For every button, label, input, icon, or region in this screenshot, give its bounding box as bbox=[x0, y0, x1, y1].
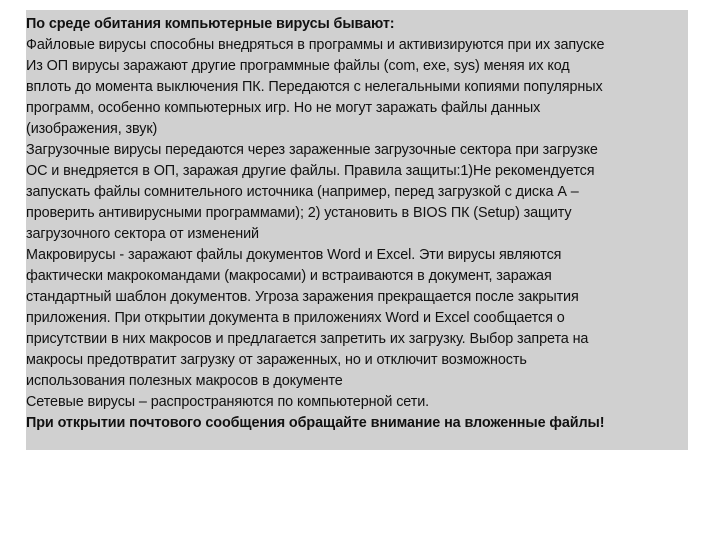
text-line: использования полезных макросов в документе bbox=[26, 373, 343, 389]
text-line: Из ОП вирусы заражают другие программные файлы (com, exe, sys) меняя их код bbox=[26, 58, 570, 74]
text-line: Макровирусы - заражают файлы документов Word и Excel. Эти вирусы являются bbox=[26, 247, 562, 263]
text-line: (изображения, звук) bbox=[26, 121, 158, 137]
text-line: присутствии в них макросов и предлагается запретить их загрузку. Выбор запрета на bbox=[26, 331, 589, 347]
text-line: вплоть до момента выключения ПК. Передаются с нелегальными копиями популярных bbox=[26, 79, 603, 95]
text-line: проверить антивирусными программами); 2) установить в BIOS ПК (Setup) защиту bbox=[26, 205, 572, 221]
text-block bbox=[26, 10, 688, 450]
text-line: запускать файлы сомнительного источника (например, перед загрузкой с диска А – bbox=[26, 184, 579, 200]
text-line: фактически макрокомандами (макросами) и встраиваются в документ, заражая bbox=[26, 268, 552, 284]
text-line: программ, особенно компьютерных игр. Но не могут заражать файлы данных bbox=[26, 100, 541, 116]
text-line: Файловые вирусы способны внедряться в программы и активизируются при их запуске bbox=[26, 37, 605, 53]
heading-line: По среде обитания компьютерные вирусы бывают: bbox=[26, 16, 395, 32]
text-line: загрузочного сектора от изменений bbox=[26, 226, 259, 242]
text-line: Сетевые вирусы – распространяются по компьютерной сети. bbox=[26, 394, 430, 410]
text-line: макросы предотвратит загрузку от зараженных, но и отключит возможность bbox=[26, 352, 527, 368]
warning-line: При открытии почтового сообщения обращайте внимание на вложенные файлы! bbox=[26, 415, 605, 431]
text-line: стандартный шаблон документов. Угроза заражения прекращается после закрытия bbox=[26, 289, 579, 305]
text-line: Загрузочные вирусы передаются через зараженные загрузочные сектора при загрузке bbox=[26, 142, 598, 158]
text-line: приложения. При открытии документа в приложениях Word и Excel сообщается о bbox=[26, 310, 565, 326]
text-line: ОС и внедряется в ОП, заражая другие файлы. Правила защиты:1)Не рекомендуется bbox=[26, 163, 595, 179]
